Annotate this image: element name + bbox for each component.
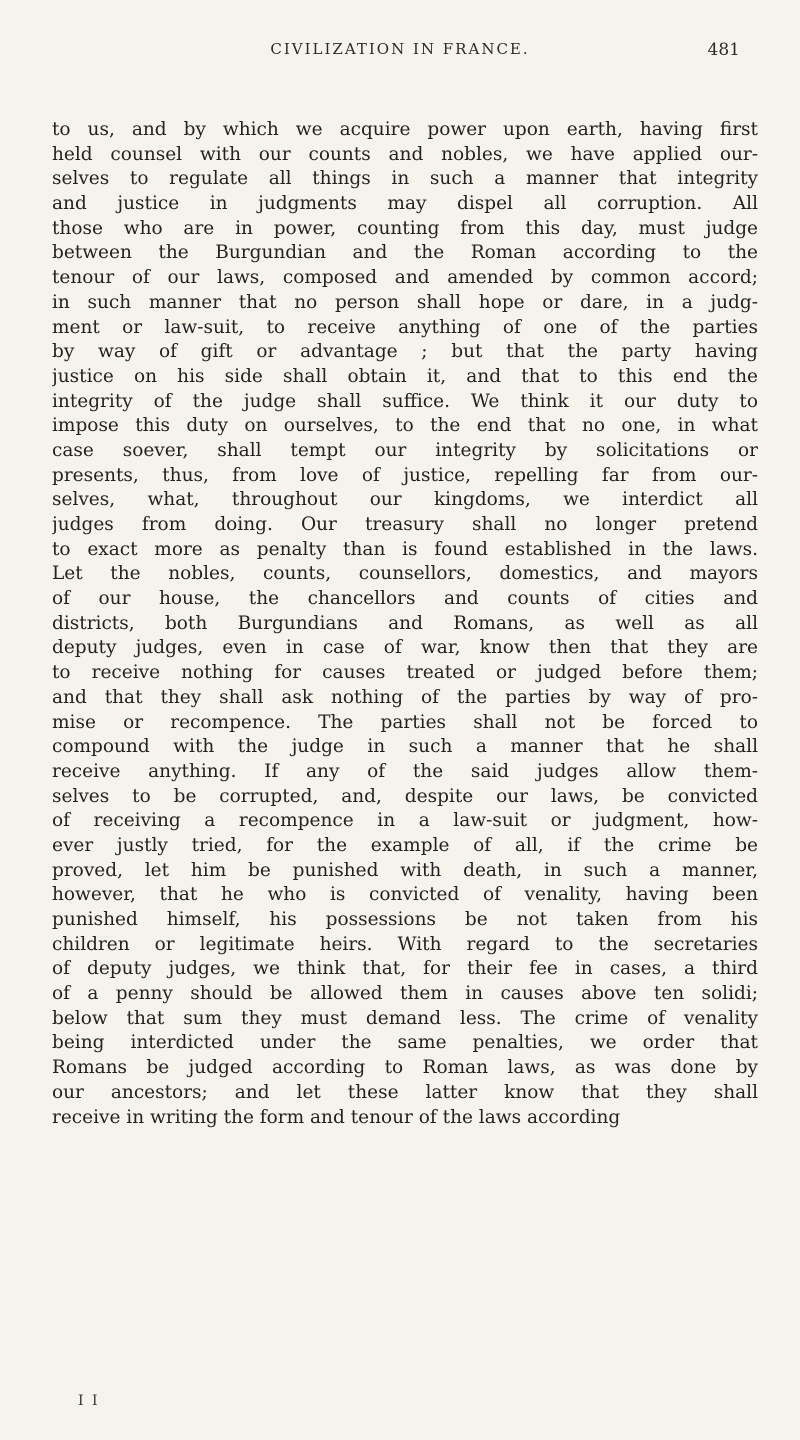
text-line: receive in writing the form and tenour of the laws according — [52, 1106, 621, 1128]
text-line: between the Burgundian and the Roman according to the — [52, 242, 758, 264]
text-line: impose this duty on ourselves, to the end that no one, in what — [52, 415, 758, 437]
body-text — [52, 118, 758, 1130]
text-line: of our house, the chancellors and counts of cities and — [52, 588, 758, 610]
text-line: compound with the judge in such a manner that he shall — [52, 736, 758, 758]
running-title: CIVILIZATION IN FRANCE. — [270, 40, 530, 58]
text-line: and justice in judgments may dispel all corruption. All — [52, 193, 758, 215]
page-number: 481 — [707, 40, 740, 60]
text-line: proved, let him be punished with death, in such a manner, — [52, 859, 758, 881]
text-line: being interdicted under the same penalties, we order that — [52, 1032, 758, 1054]
text-line: below that sum they must demand less. The crime of venality — [52, 1007, 758, 1029]
text-line: and that they shall ask nothing of the parties by way of pro- — [52, 686, 758, 708]
text-line: presents, thus, from love of justice, repelling far from our- — [52, 464, 758, 486]
text-line: of a penny should be allowed them in causes above ten solidi; — [52, 983, 758, 1005]
text-line: our ancestors; and let these latter know that they shall — [52, 1081, 758, 1103]
text-line: selves to be corrupted, and, despite our laws, be convicted — [52, 785, 758, 807]
signature-mark: I I — [78, 1393, 100, 1409]
text-line: to us, and by which we acquire power upon earth, having first — [52, 119, 758, 140]
text-line: receive anything. If any of the said judges allow them- — [52, 760, 758, 782]
text-line: of receiving a recompence in a law-suit or judgment, how- — [52, 810, 758, 832]
text-line: of deputy judges, we think that, for their fee in cases, a third — [52, 958, 758, 980]
text-line: integrity of the judge shall suffice. We think it our duty to — [52, 390, 758, 412]
text-line: selves, what, throughout our kingdoms, we interdict all — [52, 489, 758, 511]
text-line: ment or law-suit, to receive anything of one of the parties — [52, 316, 758, 338]
text-line: in such manner that no person shall hope or dare, in a judg- — [52, 291, 758, 313]
text-line: those who are in power, counting from this day, must judge — [52, 217, 758, 239]
text-line: tenour of our laws, composed and amended by common accord; — [52, 267, 758, 289]
text-line: selves to regulate all things in such a manner that integrity — [52, 168, 758, 190]
text-line: mise or recompence. The parties shall not be forced to — [52, 711, 758, 733]
text-line: districts, both Burgundians and Romans, as well as all — [52, 612, 758, 634]
text-line: ever justly tried, for the example of all, if the crime be — [52, 834, 758, 856]
text-line: to exact more as penalty than is found established in the laws. — [52, 538, 758, 560]
text-line: punished himself, his possessions be not taken from his — [52, 909, 758, 930]
text-line: judges from doing. Our treasury shall no longer pretend — [52, 514, 758, 535]
text-line: case soever, shall tempt our integrity by solicitations or — [52, 439, 758, 461]
text-line: by way of gift or advantage ; but that the party having — [52, 341, 758, 363]
text-line: justice on his side shall obtain it, and that to this end the — [52, 365, 758, 387]
text-line: Let the nobles, counts, counsellors, domestics, and mayors — [52, 563, 758, 585]
text-line: however, that he who is convicted of venality, having been — [52, 884, 758, 906]
running-head — [0, 40, 800, 80]
text-line: children or legitimate heirs. With regard to the secretaries — [52, 933, 758, 955]
text-line: to receive nothing for causes treated or judged before them; — [52, 662, 758, 684]
text-line: Romans be judged according to Roman laws, as was done by — [52, 1057, 758, 1079]
text-line: held counsel with our counts and nobles, we have applied our- — [52, 143, 758, 165]
text-line: deputy judges, even in case of war, know then that they are — [52, 637, 758, 659]
